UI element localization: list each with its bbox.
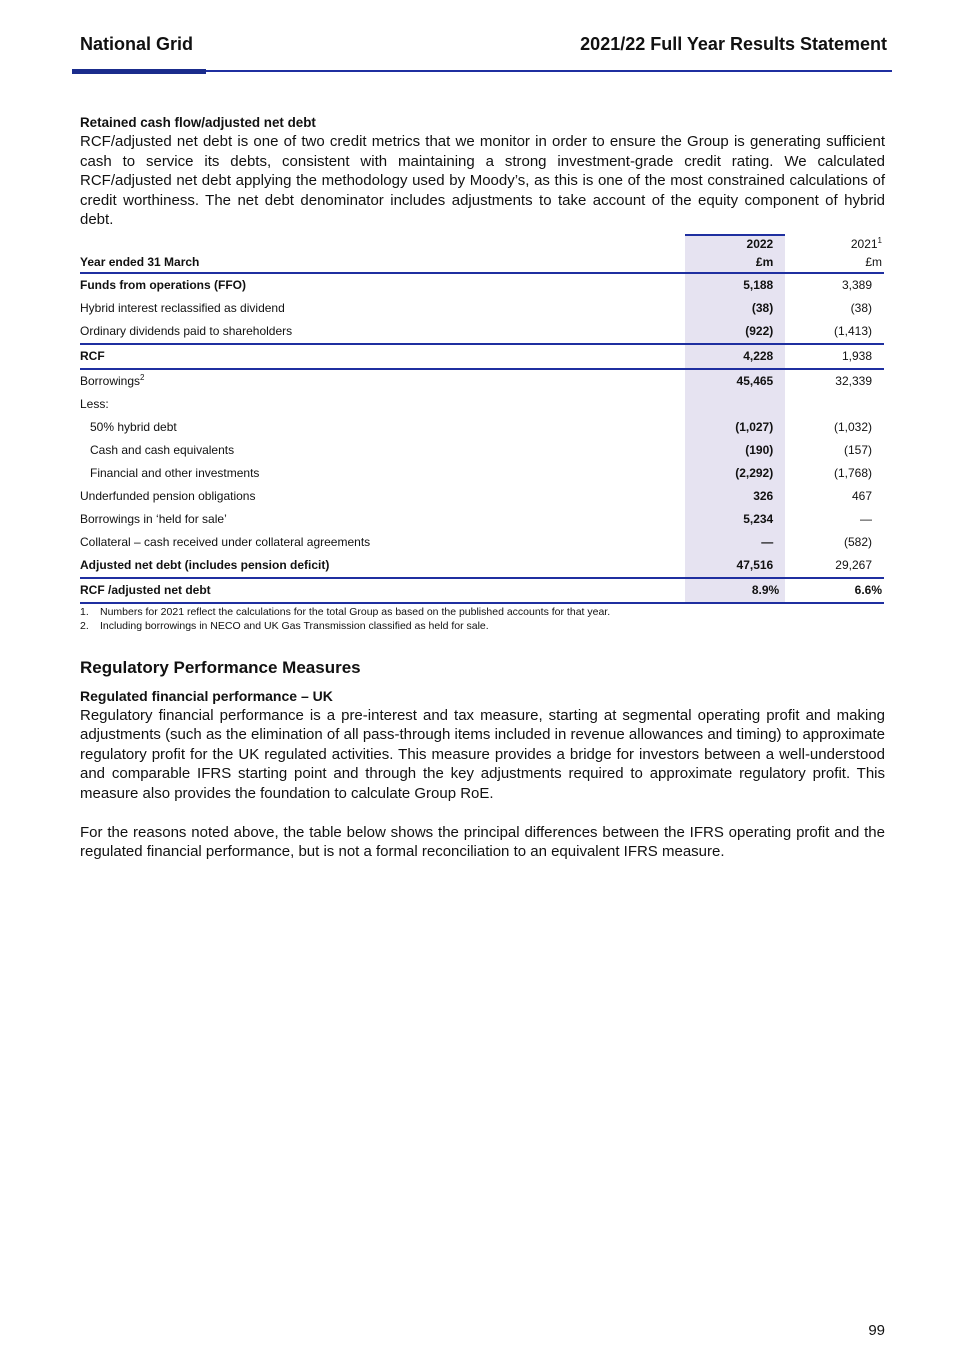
table-row: Cash and cash equivalents (190) (157) <box>80 439 884 462</box>
document-title: 2021/22 Full Year Results Statement <box>580 34 887 54</box>
rcf-heading: Retained cash flow/adjusted net debt <box>80 115 316 130</box>
table-row: Underfunded pension obligations 326 467 <box>80 485 884 508</box>
table-row-rcf: RCF 4,228 1,938 <box>80 344 884 369</box>
unit-2022: £m <box>685 253 786 273</box>
table-row: Hybrid interest reclassified as dividend (38) (38) <box>80 297 884 320</box>
row-header-label: Year ended 31 March <box>80 253 685 273</box>
unit-2021: £m <box>785 253 884 273</box>
table-unit-row <box>80 253 884 273</box>
footnote-ref: 1 <box>877 235 882 245</box>
rcf-table <box>80 234 884 604</box>
table-row: Collateral – cash received under collateral agreements — (582) <box>80 531 884 554</box>
regulatory-subheading: Regulated financial performance – UK <box>80 687 333 704</box>
header-rule-accent <box>72 69 206 74</box>
table-row: Less: <box>80 393 884 416</box>
table-row: Ordinary dividends paid to shareholders (922) (1,413) <box>80 320 884 344</box>
section-title: Regulatory Performance Measures <box>80 657 361 677</box>
footnote: 2. Including borrowings in NECO and UK Gas Transmission classified as held for sale. <box>80 619 489 632</box>
table-row: Financial and other investments (2,292) (1,768) <box>80 462 884 485</box>
col-header-2022: 2022 <box>685 235 786 253</box>
table-row: Borrowings$^2$ 45,465 32,339 <box>80 369 884 393</box>
table-row-adjusted-net-debt: Adjusted net debt (includes pension deficit) 47,516 29,267 <box>80 554 884 578</box>
col-header-2021: 2021$^1$ <box>850 235 882 251</box>
page-content <box>80 114 885 862</box>
table-row: Funds from operations (FFO) 5,188 3,389 <box>80 273 884 297</box>
table-header-row <box>80 235 884 253</box>
rcf-paragraph: RCF/adjusted net debt is one of two credit metrics that we monitor in order to ensure the Group is generating sufficient cash to service its debts, consistent with maintaining a strong investment-grade credit rating. We calculated RCF/adjusted net debt applying the methodology used by Moody’s, as this is one of the most constrained calculations of credit worthiness. The net debt denominator includes adjustments to take account of the equity component of hybrid debt. <box>80 133 885 228</box>
page-number: 99 <box>868 1322 885 1339</box>
regulatory-paragraph-1: Regulatory financial performance is a pre-interest and tax measure, starting at segmental operating profit and making adjustments (such as the elimination of all pass-through items included in revenue allowances and timing) to approximate regulatory profit for the UK regulated activities. This measure provides a bridge for investors between a well-understood and comparable IFRS starting point and through the key adjustments required to approximate regulatory profit. This measure also provides the foundation to calculate Group RoE. <box>80 706 885 802</box>
table-footnotes <box>80 605 885 633</box>
table-row: Borrowings in ‘held for sale’ 5,234 — <box>80 508 884 531</box>
table-row: 50% hybrid debt (1,027) (1,032) <box>80 416 884 439</box>
footnote-ref: 2 <box>140 373 145 382</box>
company-name: National Grid <box>80 34 194 54</box>
table-row-rcf-ratio: RCF /adjusted net debt 8.9% 6.6% <box>80 578 884 603</box>
regulatory-paragraph-2: For the reasons noted above, the table below shows the principal differences between the IFRS operating profit and the regulated financial performance, but is not a formal reconciliation to an equivalent IFRS measure. <box>80 823 885 860</box>
footnote: 1. Numbers for 2021 reflect the calculations for the total Group as based on the published accounts for that year. <box>80 605 611 618</box>
